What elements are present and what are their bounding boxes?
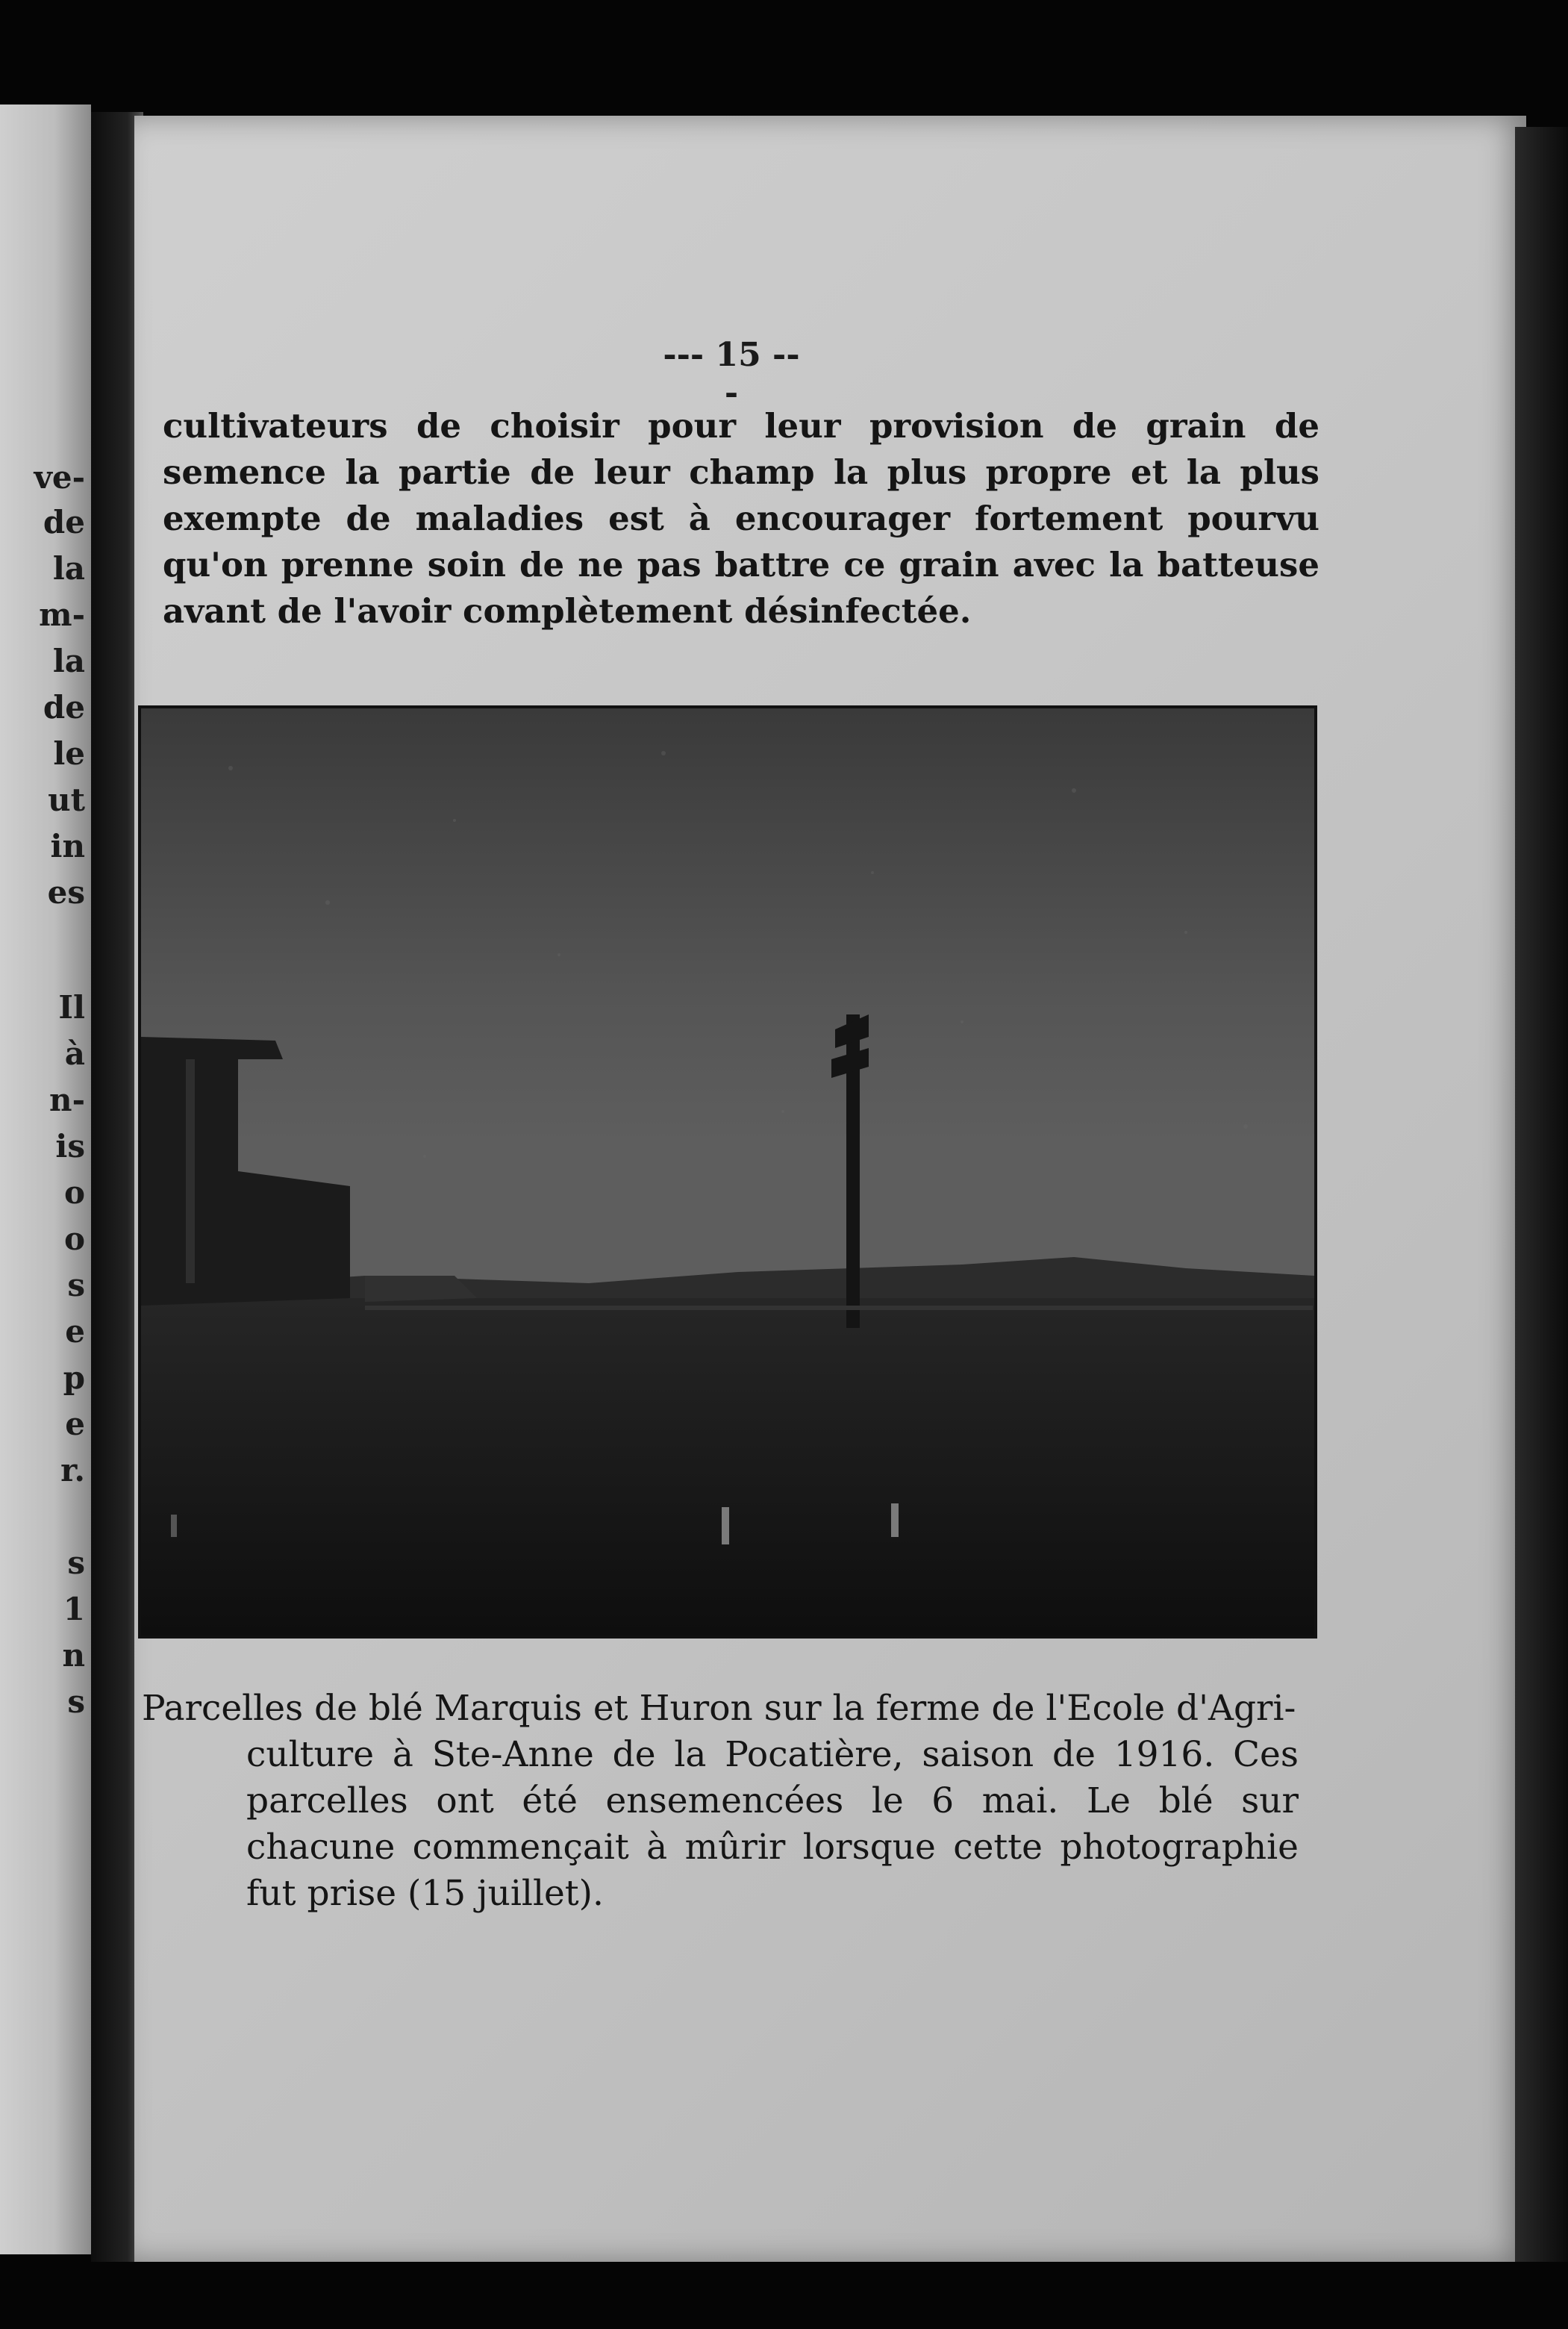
left-page-text-fragment: p — [63, 1359, 85, 1396]
left-page-text-fragment: de — [43, 689, 85, 726]
left-page-text-fragment: de — [43, 504, 85, 540]
left-page-text-fragment: o — [63, 1220, 85, 1257]
left-page-text-fragment: r. — [60, 1452, 85, 1488]
left-page-text-fragment: le — [53, 735, 85, 772]
left-page-text-fragment: o — [63, 1174, 85, 1211]
photo-caption — [142, 1686, 1299, 1917]
left-page-text-fragment: ve- — [34, 459, 85, 496]
photograph-wheat-plots — [138, 705, 1317, 1639]
left-page-text-fragment: la — [52, 550, 85, 587]
left-page-text-fragment: s — [67, 1683, 85, 1720]
left-page-text-fragment: n — [62, 1637, 85, 1674]
left-page-text-fragment: in — [50, 828, 85, 864]
left-page-text-fragment: e — [65, 1406, 85, 1442]
page-number: --- 15 --- — [663, 336, 800, 412]
left-page-text-fragment: Il — [58, 989, 85, 1026]
left-page-text-fragment: à — [64, 1035, 85, 1072]
caption-line-first: Parcelles de blé Marquis et Huron sur la ferme de l'Ecole d'Agri- — [142, 1688, 1296, 1729]
left-page-fragment — [0, 105, 91, 2254]
paragraph-text: cultivateurs de choisir pour leur provision de grain de semence la partie de leur champ la plus propre et la plus exempte de maladies est à encourager fortement pourvu qu'on prenne soin de ne pas battre ce grain avec la batteuse avant de l'avoir complètement désinfectée. — [163, 406, 1319, 631]
left-page-text-fragment: s — [67, 1544, 85, 1581]
left-page-text-fragment: is — [55, 1128, 85, 1164]
photo-illustration — [141, 708, 1314, 1636]
caption-continuation: culture à Ste-Anne de la Pocatière, saison de 1916. Ces parcelles ont été ensemencées le 6 mai. Le blé sur chacune commençait à mûrir lorsque cette photographie fut prise (15 juillet). — [246, 1734, 1299, 1914]
left-page-text-fragment: la — [52, 643, 85, 679]
left-page-text-fragment: 1 — [63, 1591, 85, 1627]
left-page-text-fragment: s — [67, 1267, 85, 1303]
left-page-text-fragment: e — [65, 1313, 85, 1350]
page-edge — [1515, 127, 1568, 2262]
left-page-text-fragment: es — [47, 874, 85, 911]
left-page-text-fragment: ut — [48, 782, 85, 818]
body-paragraph — [163, 403, 1319, 635]
left-page-text-fragment: n- — [49, 1082, 85, 1118]
left-page-text-fragment: m- — [39, 596, 85, 633]
